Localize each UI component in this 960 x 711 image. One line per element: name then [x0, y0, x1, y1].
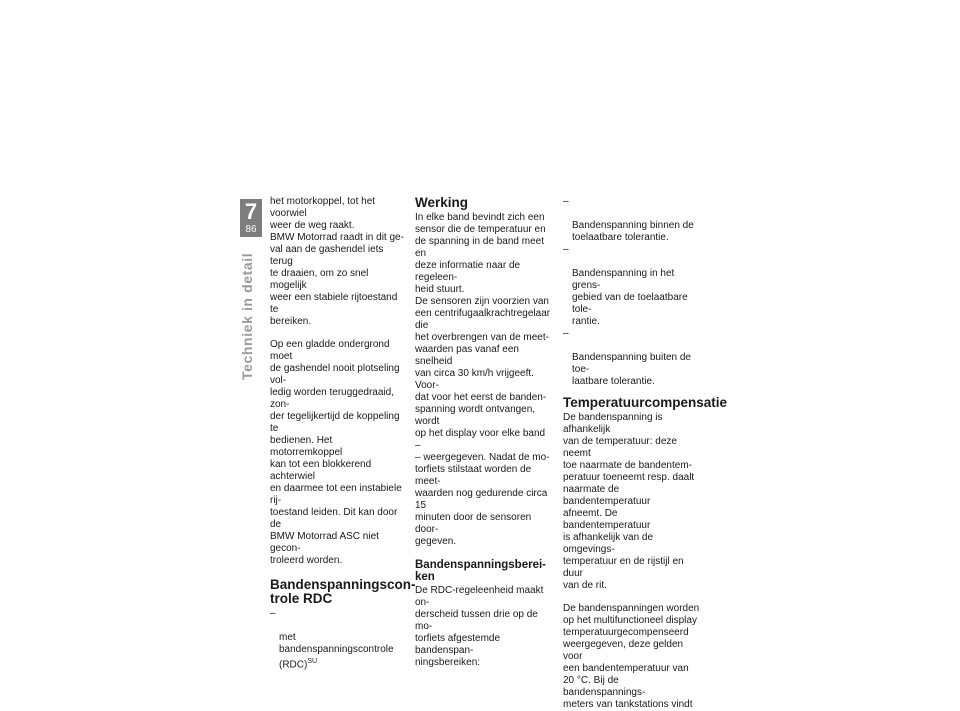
heading-temperature-compensation: Temperatuurcompensatie: [563, 395, 728, 410]
dash-bullet: –: [270, 608, 276, 619]
dash-bullet: –: [563, 244, 569, 255]
paragraph-slippery-surface: Op een gladde ondergrond moet de gashendel nooit plotseling vol- ledig worden teruggedraaid, zon- der tegelijkertijd de koppeling te bedienen. Het motorremkoppel kan tot een blokkerend achterwiel en daarmee tot een instabiele rij- toestand leiden. Dit kan door de BMW Motorrad ASC niet gecon- troleerd worden.: [270, 339, 402, 566]
paragraph-throttle: het motorkoppel, tot het voorwiel weer de weg raakt. BMW Motorrad raadt in dit ge- val aan de gashendel iets terug te draaien, om zo snel mogelijk weer een stabiele rijtoestand te bereiken.: [270, 196, 404, 327]
heading-rdc: Bandenspanningscon- trole RDC: [270, 577, 416, 606]
rdc-option-list: [270, 608, 406, 671]
list-item: [563, 328, 701, 388]
chapter-number: 7: [244, 199, 258, 224]
chapter-tab: [240, 199, 262, 237]
page-number: 86: [245, 224, 257, 235]
list-item: [270, 608, 406, 671]
chapter-title: Techniek in detail: [239, 252, 255, 380]
column-middle: [415, 196, 551, 669]
paragraph-pressure-ranges: De RDC-regeleenheid maakt on- derscheid tussen drie op de mo- torfiets afgestemde bandenspan- ningsbereiken:: [415, 585, 544, 668]
column-left: [270, 196, 416, 679]
column-right: [563, 196, 728, 711]
heading-werking: Werking: [415, 195, 469, 210]
pressure-range-list: [563, 196, 701, 388]
dash-bullet: –: [563, 328, 569, 339]
list-item-text: Bandenspanning binnen de toelaatbare tolerantie.: [572, 220, 694, 243]
list-item-text: Bandenspanning buiten de toe- laatbare tolerantie.: [572, 352, 691, 387]
paragraph-werking: In elke band bevindt zich een sensor die de temperatuur en de spanning in de band meet en deze informatie naar de regeleen- heid stuurt. De sensoren zijn voorzien van een centrifugaalkrachtregelaar die het overbrengen van de meet- waarden pas vanaf een snelheid van circa 30 km/h vrijgeeft. Voor- dat voor het eerst de banden- spanning wordt ontvangen, wordt op het display voor elke band – – weergegeven. Nadat de mo- torfiets stilstaat worden de meet- waarden nog gedurende circa 15 minuten door de sensoren door- gegeven.: [415, 212, 551, 547]
option-superscript: SU: [307, 658, 318, 665]
list-item: [563, 244, 701, 328]
paragraph-temperature-display: De bandenspanningen worden op het multifunctioneel display temperatuurgecompenseerd weergegeven, deze gelden voor een bandentemperatuur van 20 °C. Bij de bandenspannings- meters van tankstations vindt: [563, 603, 700, 710]
paragraph-temperature-dependency: De bandenspanning is afhankelijk van de temperatuur: deze neemt toe naarmate de bandentem- peratuur toeneemt resp. daalt naarmate de bandentemperatuur afneemt. De bandentemperatuur is afhankelijk van de omgevings- temperatuur en de rijstijl en duur van de rit.: [563, 412, 695, 591]
list-item-text: Bandenspanning in het grens- gebied van de toelaatbare tole- rantie.: [572, 268, 688, 327]
list-item-text: met bandenspanningscontrole (RDC): [279, 632, 394, 671]
dash-bullet: –: [563, 196, 569, 207]
list-item: [563, 196, 701, 244]
subheading-pressure-ranges: Bandenspanningsberei- ken: [415, 559, 546, 583]
